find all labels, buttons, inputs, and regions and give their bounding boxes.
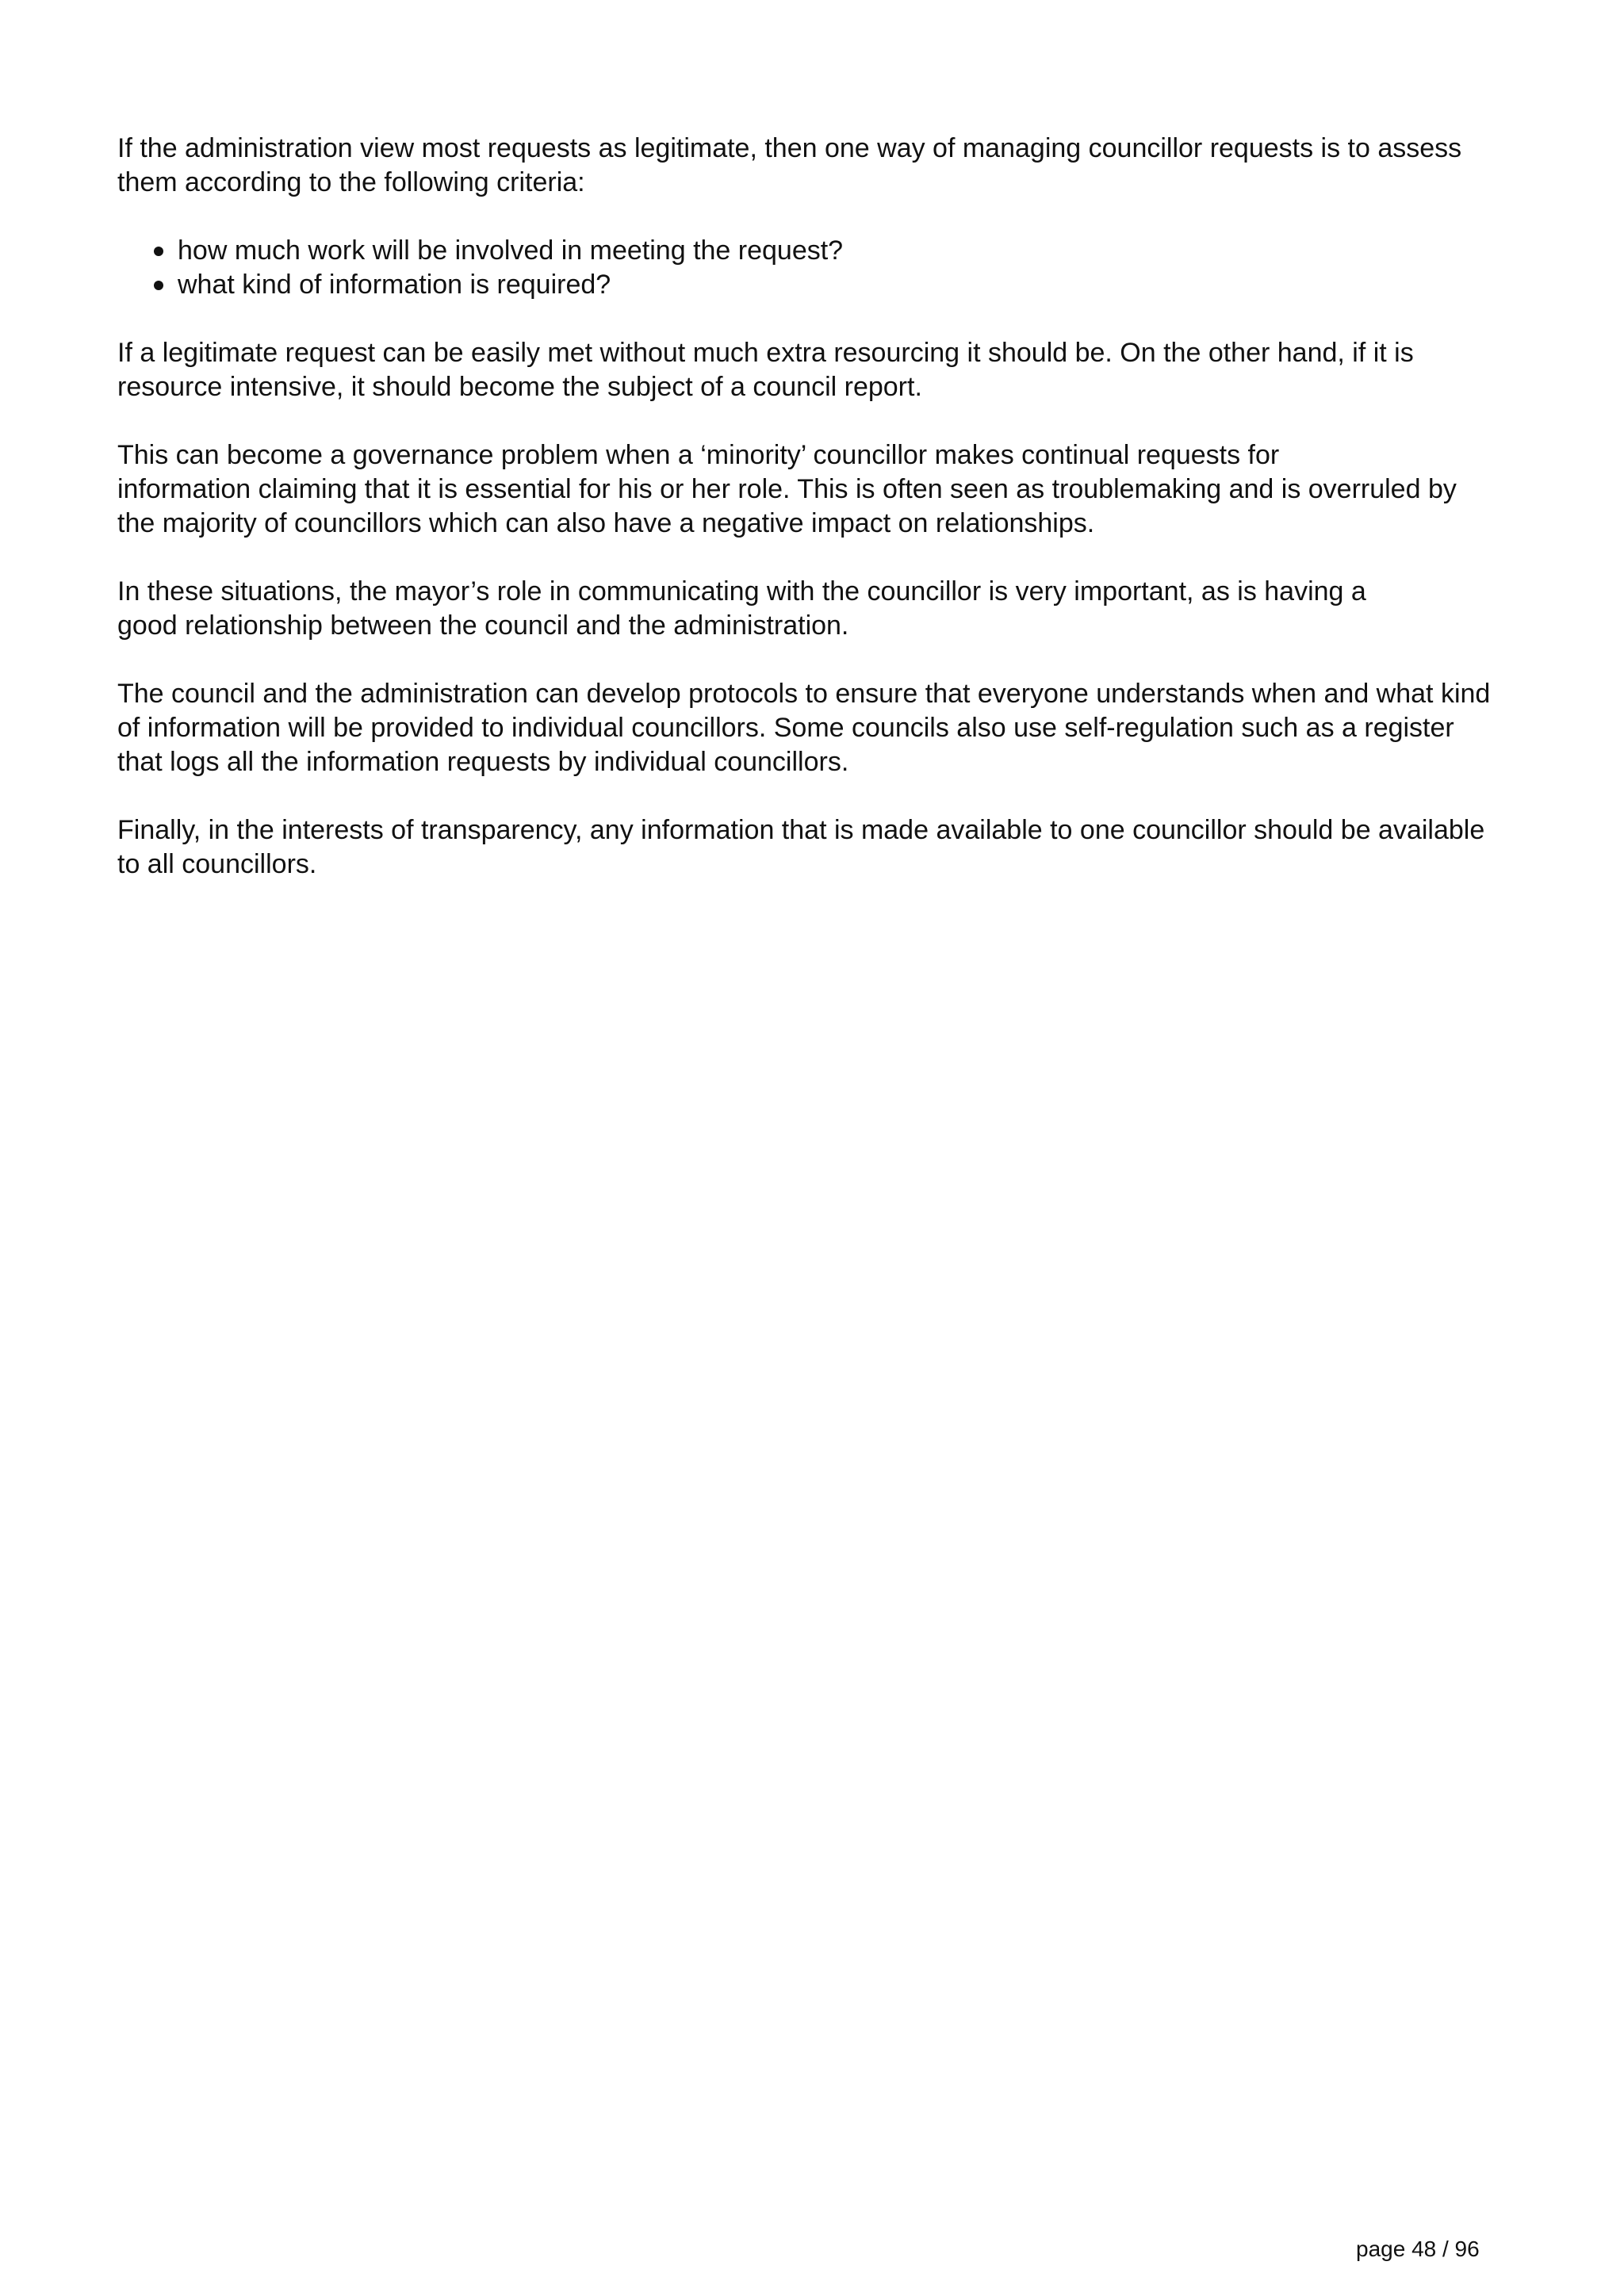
paragraph-governance-problem [117,438,1529,541]
text-line: of information will be provided to individual councillors. Some councils also use self-regulation such as a register [117,713,1454,743]
list-item-text: how much work will be involved in meeting the request? [178,235,844,266]
list-item [117,268,1529,302]
bullet-icon [154,247,163,256]
paragraph-resourcing [117,336,1529,404]
text-line: If the administration view most requests as legitimate, then one way of managing councillor requests is to assess [117,133,1462,163]
list-item-text: what kind of information is required? [178,270,611,300]
text-line: Finally, in the interests of transparency, any information that is made available to one councillor should be available [117,815,1485,845]
text-line: information claiming that it is essential for his or her role. This is often seen as troublemaking and is overruled by [117,474,1457,504]
page-number: page 48 / 96 [1356,2237,1480,2261]
list-item [117,234,1529,268]
text-line: This can become a governance problem when a ‘minority’ councillor makes continual requests for [117,440,1280,470]
text-line: In these situations, the mayor’s role in communicating with the councillor is very important, as is having a [117,576,1366,607]
paragraph-mayor-role [117,575,1529,643]
bullet-icon [154,281,163,290]
criteria-list [117,234,1529,302]
paragraph-transparency [117,813,1529,882]
text-line: resource intensive, it should become the subject of a council report. [117,372,922,402]
text-line: the majority of councillors which can also have a negative impact on relationships. [117,508,1095,538]
text-line: The council and the administration can develop protocols to ensure that everyone understands when and what kind [117,679,1491,709]
text-line: good relationship between the council and the administration. [117,610,849,641]
document-body [117,132,1529,916]
text-line: that logs all the information requests by individual councillors. [117,747,849,777]
text-line: to all councillors. [117,849,317,879]
paragraph-intro [117,132,1529,200]
text-line: If a legitimate request can be easily met without much extra resourcing it should be. On the other hand, if it is [117,338,1414,368]
text-line: them according to the following criteria: [117,167,585,197]
paragraph-protocols [117,677,1529,779]
